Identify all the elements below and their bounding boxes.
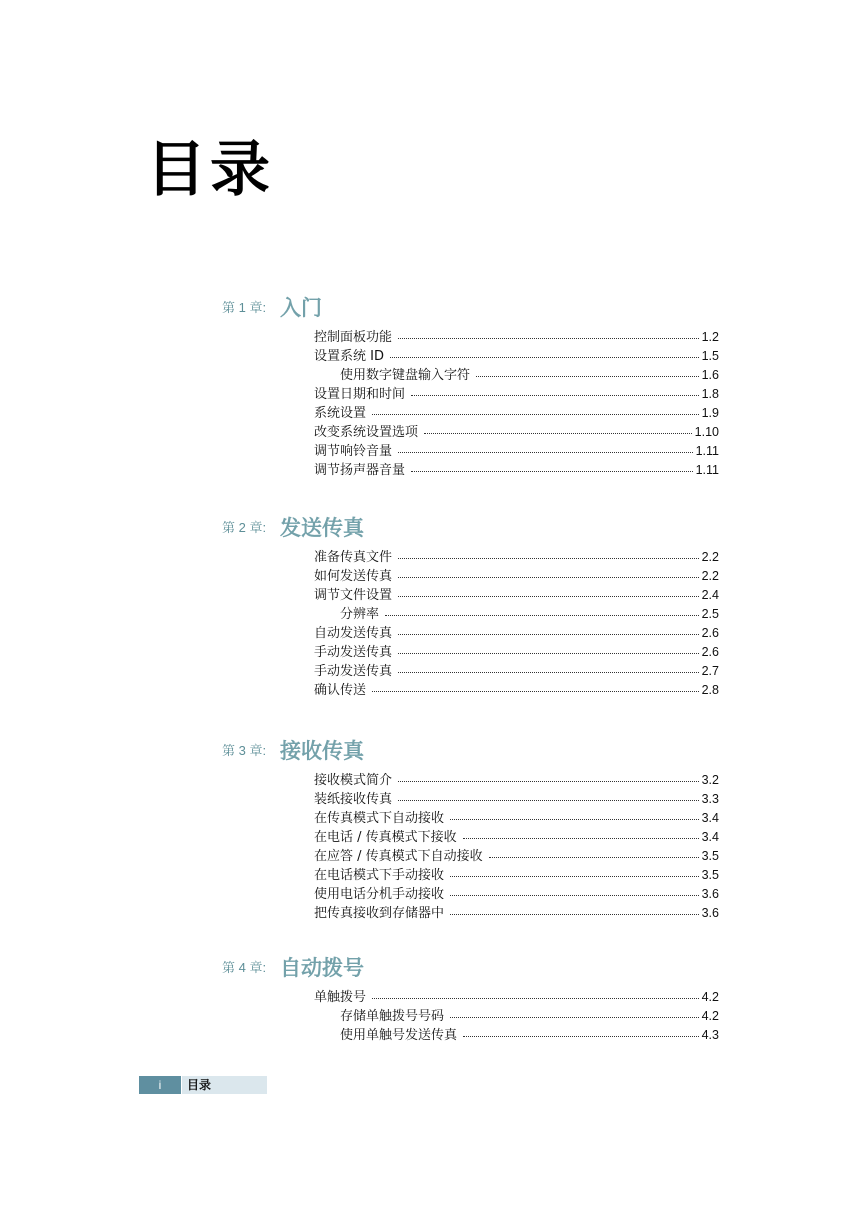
toc-entry-page: 3.3 [701, 792, 719, 806]
chapter-4 [222, 948, 722, 1043]
toc-entry-label: 设置日期和时间 [314, 387, 406, 402]
chapter-number: 第 1 章: [222, 300, 267, 315]
toc-entry-page: 2.2 [701, 569, 719, 583]
chapter-heading [222, 731, 722, 765]
toc-entry-page: 2.4 [701, 588, 719, 602]
toc-entry[interactable] [314, 546, 719, 565]
toc-entry[interactable] [314, 345, 719, 364]
dot-leader [390, 357, 699, 358]
dot-leader [463, 838, 699, 839]
dot-leader [450, 819, 699, 820]
dot-leader [424, 433, 692, 434]
toc-entry-page: 2.2 [701, 550, 719, 564]
toc-entry-label: 调节文件设置 [314, 588, 393, 603]
dot-leader [476, 376, 699, 377]
toc-entry-label: 接收模式简介 [314, 773, 393, 788]
toc-entry[interactable] [314, 421, 719, 440]
dot-leader [398, 596, 699, 597]
toc-entry-label: 调节扬声器音量 [314, 463, 406, 478]
toc-entries [222, 326, 722, 478]
dot-leader [398, 672, 699, 673]
dot-leader [398, 634, 699, 635]
toc-entry-page: 1.2 [701, 330, 719, 344]
chapter-2 [222, 508, 722, 698]
toc-entry[interactable] [314, 986, 719, 1005]
dot-leader [450, 914, 699, 915]
toc-entry-label: 使用电话分机手动接收 [314, 887, 445, 902]
toc-entry[interactable] [314, 864, 719, 883]
dot-leader [372, 691, 699, 692]
toc-entry-label: 系统设置 [314, 406, 367, 421]
toc-entry-page: 1.8 [701, 387, 719, 401]
toc-entry[interactable] [314, 459, 719, 478]
toc-entry[interactable] [314, 845, 719, 864]
toc-entry-page: 3.5 [701, 849, 719, 863]
toc-entry-page: 1.6 [701, 368, 719, 382]
toc-entry[interactable] [314, 679, 719, 698]
toc-entry-page: 2.6 [701, 645, 719, 659]
footer-page-number: i [139, 1076, 181, 1094]
toc-entry-label: 设置系统 ID [314, 349, 384, 364]
chapter-number: 第 3 章: [222, 743, 267, 758]
toc-entry-page: 1.5 [701, 349, 719, 363]
toc-entry[interactable] [314, 660, 719, 679]
chapter-heading [222, 948, 722, 982]
toc-entry[interactable] [314, 902, 719, 921]
toc-sub-entry[interactable] [340, 1024, 719, 1043]
toc-entry-label: 存储单触拨号号码 [340, 1009, 445, 1024]
dot-leader [450, 1017, 699, 1018]
toc-entry[interactable] [314, 788, 719, 807]
dot-leader [463, 1036, 699, 1037]
toc-entry[interactable] [314, 584, 719, 603]
chapter-3 [222, 731, 722, 921]
toc-entry-page: 3.4 [701, 830, 719, 844]
dot-leader [385, 615, 699, 616]
toc-entry-label: 单触拨号 [314, 990, 367, 1005]
chapter-1 [222, 288, 722, 478]
toc-entry-label: 自动发送传真 [314, 626, 393, 641]
dot-leader [398, 781, 699, 782]
toc-sub-entry[interactable] [340, 364, 719, 383]
chapter-title: 发送传真 [280, 516, 364, 540]
toc-entries [222, 546, 722, 698]
chapter-title: 入门 [280, 296, 322, 320]
toc-entry-page: 2.6 [701, 626, 719, 640]
dot-leader [398, 558, 699, 559]
toc-entry[interactable] [314, 622, 719, 641]
toc-sub-entry[interactable] [340, 603, 719, 622]
toc-entry-label: 在应答 / 传真模式下自动接收 [314, 849, 483, 864]
toc-entry[interactable] [314, 769, 719, 788]
toc-entry-page: 4.2 [701, 1009, 719, 1023]
toc-entry-label: 在传真模式下自动接收 [314, 811, 445, 826]
toc-entry-label: 确认传送 [314, 683, 367, 698]
dot-leader [411, 471, 693, 472]
toc-entry-label: 准备传真文件 [314, 550, 393, 565]
toc-entries [222, 986, 722, 1043]
toc-entry-label: 手动发送传真 [314, 664, 393, 679]
toc-entry[interactable] [314, 326, 719, 345]
toc-entry-page: 1.11 [695, 463, 719, 477]
toc-entry-label: 使用数字键盘输入字符 [340, 368, 471, 383]
toc-entry-label: 把传真接收到存储器中 [314, 906, 445, 921]
toc-entry[interactable] [314, 883, 719, 902]
toc-entry[interactable] [314, 807, 719, 826]
toc-entry-label: 在电话 / 传真模式下接收 [314, 830, 457, 845]
toc-entry-page: 3.5 [701, 868, 719, 882]
toc-entry-label: 使用单触号发送传真 [340, 1028, 458, 1043]
toc-entry-page: 1.11 [695, 444, 719, 458]
toc-entries [222, 769, 722, 921]
toc-entry-page: 3.6 [701, 887, 719, 901]
chapter-heading [222, 508, 722, 542]
toc-entry-page: 2.5 [701, 607, 719, 621]
toc-entry-page: 2.8 [701, 683, 719, 697]
chapter-heading [222, 288, 722, 322]
dot-leader [398, 452, 693, 453]
dot-leader [398, 338, 699, 339]
toc-entry-page: 3.4 [701, 811, 719, 825]
dot-leader [372, 414, 699, 415]
chapter-title: 接收传真 [280, 739, 364, 763]
toc-entry-label: 如何发送传真 [314, 569, 393, 584]
toc-entry[interactable] [314, 440, 719, 459]
toc-entry[interactable] [314, 641, 719, 660]
dot-leader [411, 395, 699, 396]
toc-entry-page: 4.3 [701, 1028, 719, 1042]
toc-entry-label: 改变系统设置选项 [314, 425, 419, 440]
toc-entry-page: 3.2 [701, 773, 719, 787]
toc-entry-page: 2.7 [701, 664, 719, 678]
dot-leader [450, 895, 699, 896]
chapter-number: 第 2 章: [222, 520, 267, 535]
toc-entry-page: 1.9 [701, 406, 719, 420]
toc-entry-page: 3.6 [701, 906, 719, 920]
dot-leader [489, 857, 699, 858]
toc-sub-entry[interactable] [340, 1005, 719, 1024]
toc-entry-label: 装纸接收传真 [314, 792, 393, 807]
dot-leader [372, 998, 699, 999]
toc-entry[interactable] [314, 383, 719, 402]
toc-entry-page: 4.2 [701, 990, 719, 1004]
page-title: 目录 [146, 135, 274, 205]
toc-entry-label: 调节响铃音量 [314, 444, 393, 459]
toc-entry[interactable] [314, 826, 719, 845]
toc-entry-label: 控制面板功能 [314, 330, 393, 345]
dot-leader [398, 800, 699, 801]
toc-entry[interactable] [314, 565, 719, 584]
toc-entry-label: 分辨率 [340, 607, 380, 622]
footer-section-label: 目录 [182, 1076, 267, 1094]
dot-leader [450, 876, 699, 877]
toc-entry-page: 1.10 [694, 425, 719, 439]
dot-leader [398, 577, 699, 578]
toc-entry-label: 在电话模式下手动接收 [314, 868, 445, 883]
dot-leader [398, 653, 699, 654]
toc-entry-label: 手动发送传真 [314, 645, 393, 660]
toc-entry[interactable] [314, 402, 719, 421]
chapter-number: 第 4 章: [222, 960, 267, 975]
chapter-title: 自动拨号 [280, 956, 364, 980]
